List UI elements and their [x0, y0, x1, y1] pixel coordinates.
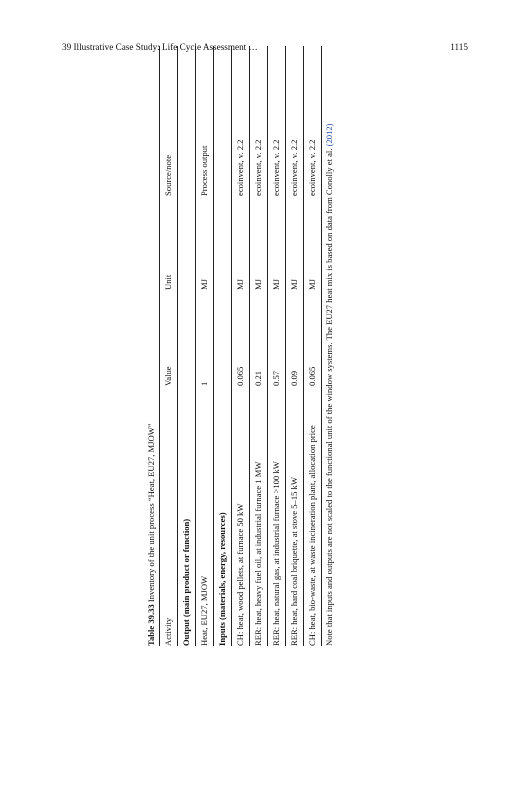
table-caption-text: Inventory of the unit process “Heat, EU27, MJOW” [146, 423, 156, 605]
row-rule [213, 46, 214, 646]
table-row [307, 46, 320, 646]
table-row [199, 46, 212, 646]
cell-source: ecoinvent, v. 2.2 [271, 139, 281, 196]
table-row [235, 46, 248, 646]
row-rule [303, 46, 304, 646]
section-rule [195, 46, 196, 646]
top-rule [159, 46, 160, 646]
cell-unit: MJ [307, 279, 317, 290]
cell-unit: MJ [271, 279, 281, 290]
cell-activity: RER: heat, heavy fuel oil, at industrial furnace 1 MW [253, 461, 263, 646]
row-rule [267, 46, 268, 646]
cell-value: 0.09 [289, 370, 299, 386]
cell-activity: CH: heat, bio-waste, at waste incineration plant, allocation price [307, 425, 317, 646]
column-header-unit: Unit [163, 274, 173, 290]
section-title-text: Inputs (materials, energy, resources) [217, 512, 227, 646]
rotated-table-page [146, 46, 350, 646]
table-caption-label: Table 39.33 [146, 604, 156, 646]
citation-link[interactable]: (2012) [324, 123, 334, 147]
cell-activity: RER: heat, natural gas, at industrial furnace >100 kW [271, 461, 281, 646]
cell-activity: CH: heat, wood pellets, at furnace 50 kW [235, 503, 245, 646]
table-row [253, 46, 266, 646]
section-title-inputs [217, 46, 230, 646]
table-note [324, 123, 334, 646]
cell-value: 1 [199, 381, 209, 386]
cell-value: 0.21 [253, 370, 263, 386]
cell-source: Process output [199, 145, 209, 196]
cell-source: ecoinvent, v. 2.2 [289, 139, 299, 196]
header-rule [177, 46, 178, 646]
column-header-activity: Activity [163, 617, 173, 646]
section-title-output [181, 46, 194, 646]
table-row [289, 46, 302, 646]
column-header-source: Source/note [163, 154, 173, 196]
cell-source: ecoinvent, v. 2.2 [235, 139, 245, 196]
table-row [271, 46, 284, 646]
cell-activity: Heat, EU27, MJOW [199, 575, 209, 646]
section-title-text: Output (main product or function) [181, 518, 191, 646]
chapter-title: 39 Illustrative Case Study: Life Cycle Assessment … [62, 42, 258, 52]
section-rule [231, 46, 232, 646]
cell-value: 0.57 [271, 370, 281, 386]
cell-value: 0.065 [307, 366, 317, 386]
cell-unit: MJ [199, 279, 209, 290]
table-caption [146, 423, 156, 646]
cell-source: ecoinvent, v. 2.2 [307, 139, 317, 196]
cell-unit: MJ [289, 279, 299, 290]
bottom-rule [321, 46, 322, 646]
table-header-row [163, 46, 176, 646]
cell-value: 0.065 [235, 366, 245, 386]
cell-unit: MJ [253, 279, 263, 290]
page-number: 1115 [450, 42, 468, 52]
row-rule [285, 46, 286, 646]
row-rule [249, 46, 250, 646]
column-header-value: Value [163, 366, 173, 386]
cell-source: ecoinvent, v. 2.2 [253, 139, 263, 196]
table-note-text: Note that inputs and outputs are not scaled to the functional unit of the window systems. The EU27 heat mix is based on data from Conolly et al. [324, 146, 334, 646]
cell-unit: MJ [235, 279, 245, 290]
cell-activity: RER: heat, hard coal briquette, at stove 5–15 kW [289, 477, 299, 646]
